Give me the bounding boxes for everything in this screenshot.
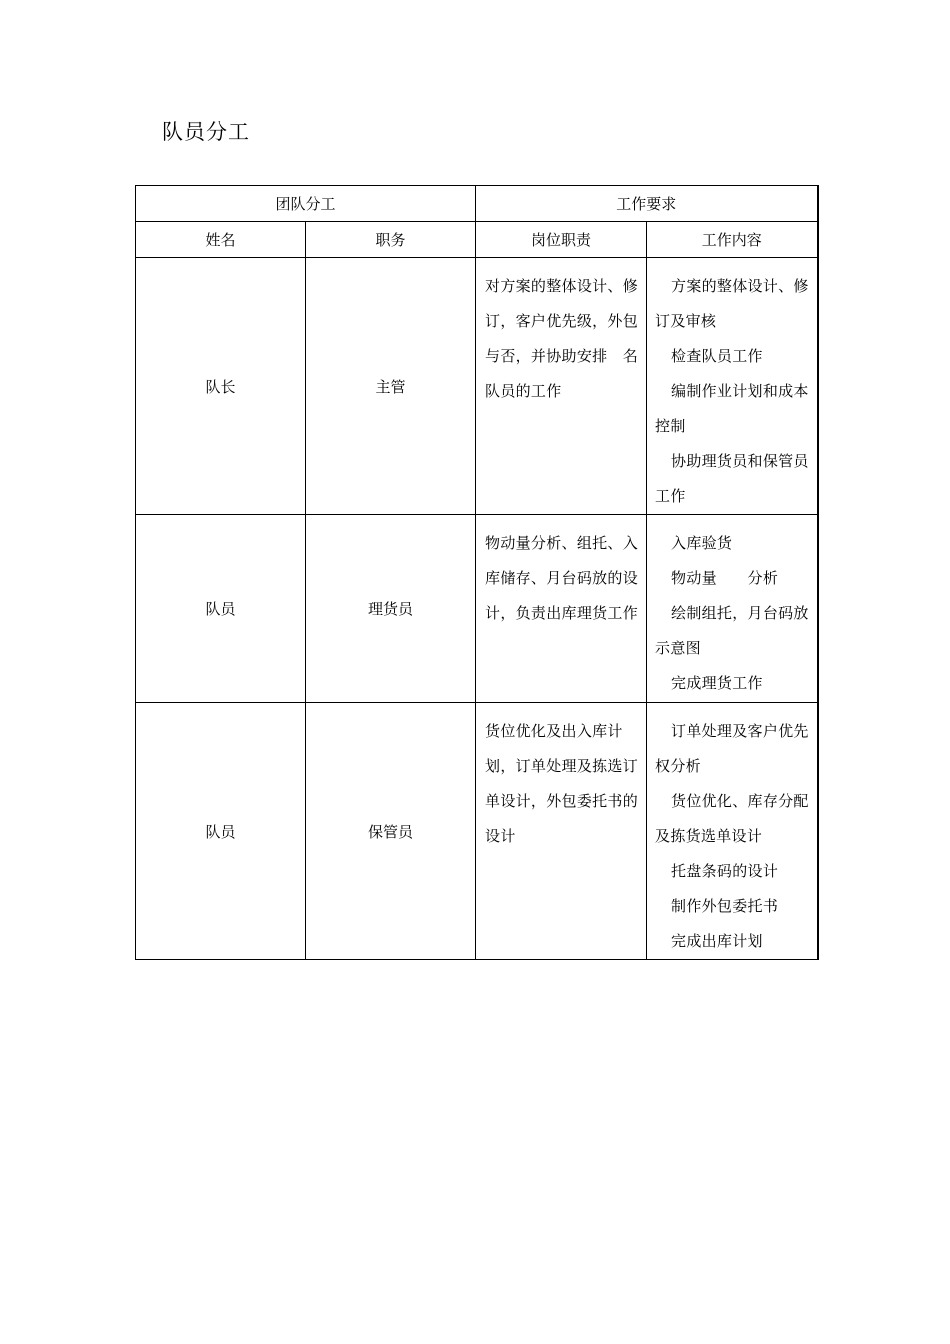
cell-position: 保管员 [306,703,476,960]
header-duty: 岗位职责 [476,222,647,258]
task-item: 完成理货工作 [671,674,763,692]
task-item: 完成出库计划 [671,932,763,950]
header-tasks: 工作内容 [647,222,818,258]
column-header-row [136,222,818,258]
cell-name: 队长 [136,258,306,515]
cell-tasks [647,258,818,515]
cell-name: 队员 [136,703,306,960]
task-item: 协助理货员和保管员工作 [655,452,809,505]
cell-duty [476,258,647,515]
table-row [136,515,818,703]
cell-name: 队员 [136,515,306,703]
header-team-division: 团队分工 [136,186,476,222]
task-item: 检查队员工作 [671,347,763,365]
table-row [136,703,818,960]
task-item: 订单处理及客户优先权分析 [655,722,809,775]
cell-position: 理货员 [306,515,476,703]
cell-tasks [647,703,818,960]
table-row [136,258,818,515]
cell-tasks [647,515,818,703]
cell-duty [476,703,647,960]
task-item: 托盘条码的设计 [671,862,779,880]
header-name: 姓名 [136,222,306,258]
page-title: 队员分工 [162,120,250,144]
group-header-row [136,186,818,222]
duty-text: 货位优化及出入库计划，订单处理及拣选订单设计，外包委托书的设计 [485,722,639,845]
task-item: 制作外包委托书 [671,897,779,915]
header-work-requirements: 工作要求 [476,186,818,222]
task-item: 物动量 分析 [671,569,779,587]
duty-text: 对方案的整体设计、修订，客户优先级，外包与否，并协助安排 名队员的工作 [485,277,639,400]
cell-duty [476,515,647,703]
header-position: 职务 [306,222,476,258]
task-item: 货位优化、库存分配及拣货选单设计 [655,792,809,845]
task-item: 编制作业计划和成本控制 [655,382,809,435]
task-item: 绘制组托，月台码放示意图 [655,604,809,657]
task-item: 方案的整体设计、修订及审核 [655,277,809,330]
duty-text: 物动量分析、组托、入库储存、月台码放的设计，负责出库理货工作 [485,534,639,622]
task-item: 入库验货 [671,534,733,552]
cell-position: 主管 [306,258,476,515]
role-assignment-table [135,185,819,960]
